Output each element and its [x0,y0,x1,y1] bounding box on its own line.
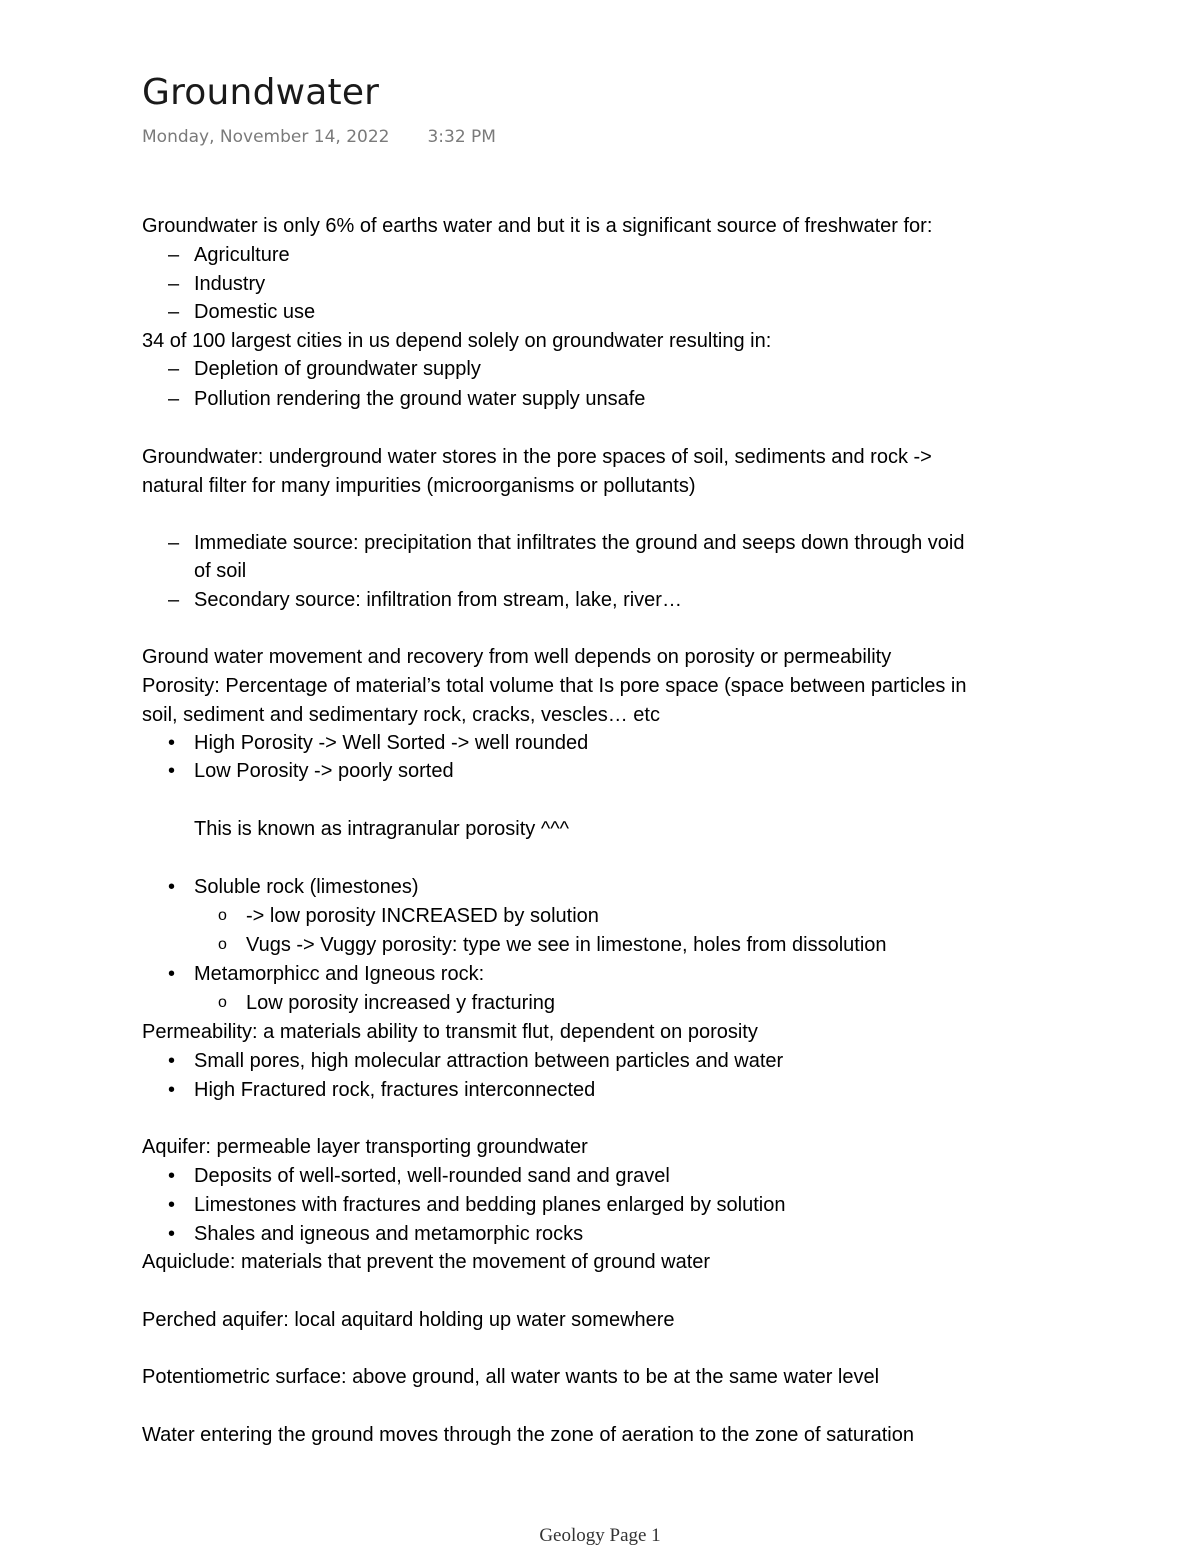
sub-list-item: -> low porosity INCREASED by solution [246,905,599,927]
paragraph-line: Groundwater is only 6% of earths water and but it is a significant source of freshwater for: [142,215,933,237]
bullet-marker: • [168,1079,176,1101]
note-time: 3:32 PM [427,127,496,147]
list-item: Agriculture [194,244,290,266]
paragraph-line: soil, sediment and sedimentary rock, cracks, vescles… etc [142,704,660,726]
bullet-marker: • [168,876,176,898]
list-item-continued: of soil [194,560,247,582]
bullet-marker: • [168,1165,176,1187]
paragraph-line: 34 of 100 largest cities in us depend solely on groundwater resulting in: [142,330,772,352]
paragraph-line: Water entering the ground moves through the zone of aeration to the zone of saturation [142,1424,914,1446]
list-item: Deposits of well-sorted, well-rounded sand and gravel [194,1165,670,1187]
bullet-marker: • [168,732,176,754]
list-item: Small pores, high molecular attraction between particles and water [194,1050,784,1072]
sub-list-item: Low porosity increased y fracturing [246,992,556,1014]
list-item: Metamorphicc and Igneous rock: [194,963,485,985]
sub-bullet-marker: o [218,907,227,924]
bullet-marker: • [168,963,176,985]
list-item: Low Porosity -> poorly sorted [194,760,454,782]
list-item: Domestic use [194,301,316,323]
sub-bullet-marker: o [218,936,227,953]
paragraph-line: Aquiclude: materials that prevent the movement of ground water [142,1251,711,1273]
paragraph-line: Ground water movement and recovery from well depends on porosity or permeability [142,646,892,668]
bullet-marker: • [168,1194,176,1216]
dash-marker: – [168,358,180,380]
dash-marker: – [168,301,180,323]
bullet-marker: • [168,1223,176,1245]
list-item: High Fractured rock, fractures interconnected [194,1079,596,1101]
dash-marker: – [168,273,180,295]
paragraph-line: Groundwater: underground water stores in the pore spaces of soil, sediments and rock -> [142,446,932,468]
bullet-marker: • [168,760,176,782]
list-item: Shales and igneous and metamorphic rocks [194,1223,584,1245]
page-title: Groundwater [142,72,380,113]
paragraph-line: Perched aquifer: local aquitard holding up water somewhere [142,1309,675,1331]
paragraph-line: Permeability: a materials ability to transmit flut, dependent on porosity [142,1021,758,1043]
list-item: Secondary source: infiltration from stream, lake, river… [194,589,682,611]
paragraph-line: natural filter for many impurities (microorganisms or pollutants) [142,475,696,497]
list-item: Depletion of groundwater supply [194,358,481,380]
dash-marker: – [168,532,180,554]
sub-bullet-marker: o [218,994,227,1011]
bullet-marker: • [168,1050,176,1072]
dash-marker: – [168,388,180,410]
paragraph-line: Potentiometric surface: above ground, all water wants to be at the same water level [142,1366,880,1388]
list-item: Immediate source: precipitation that infiltrates the ground and seeps down through void [194,532,965,554]
list-item: Limestones with fractures and bedding planes enlarged by solution [194,1194,786,1216]
note-date: Monday, November 14, 2022 [142,127,390,147]
paragraph-line: Aquifer: permeable layer transporting groundwater [142,1136,588,1158]
paragraph-line: Porosity: Percentage of material’s total volume that Is pore space (space between particles in [142,675,967,697]
list-item: Pollution rendering the ground water supply unsafe [194,388,646,410]
note-line: This is known as intragranular porosity ^^^ [194,818,569,840]
sub-list-item: Vugs -> Vuggy porosity: type we see in limestone, holes from dissolution [246,934,887,956]
dash-marker: – [168,244,180,266]
dash-marker: – [168,589,180,611]
list-item: Soluble rock (limestones) [194,876,419,898]
page-metadata [142,127,496,147]
list-item: Industry [194,273,266,295]
list-item: High Porosity -> Well Sorted -> well rounded [194,732,589,754]
page-footer: Geology Page 1 [539,1525,661,1546]
